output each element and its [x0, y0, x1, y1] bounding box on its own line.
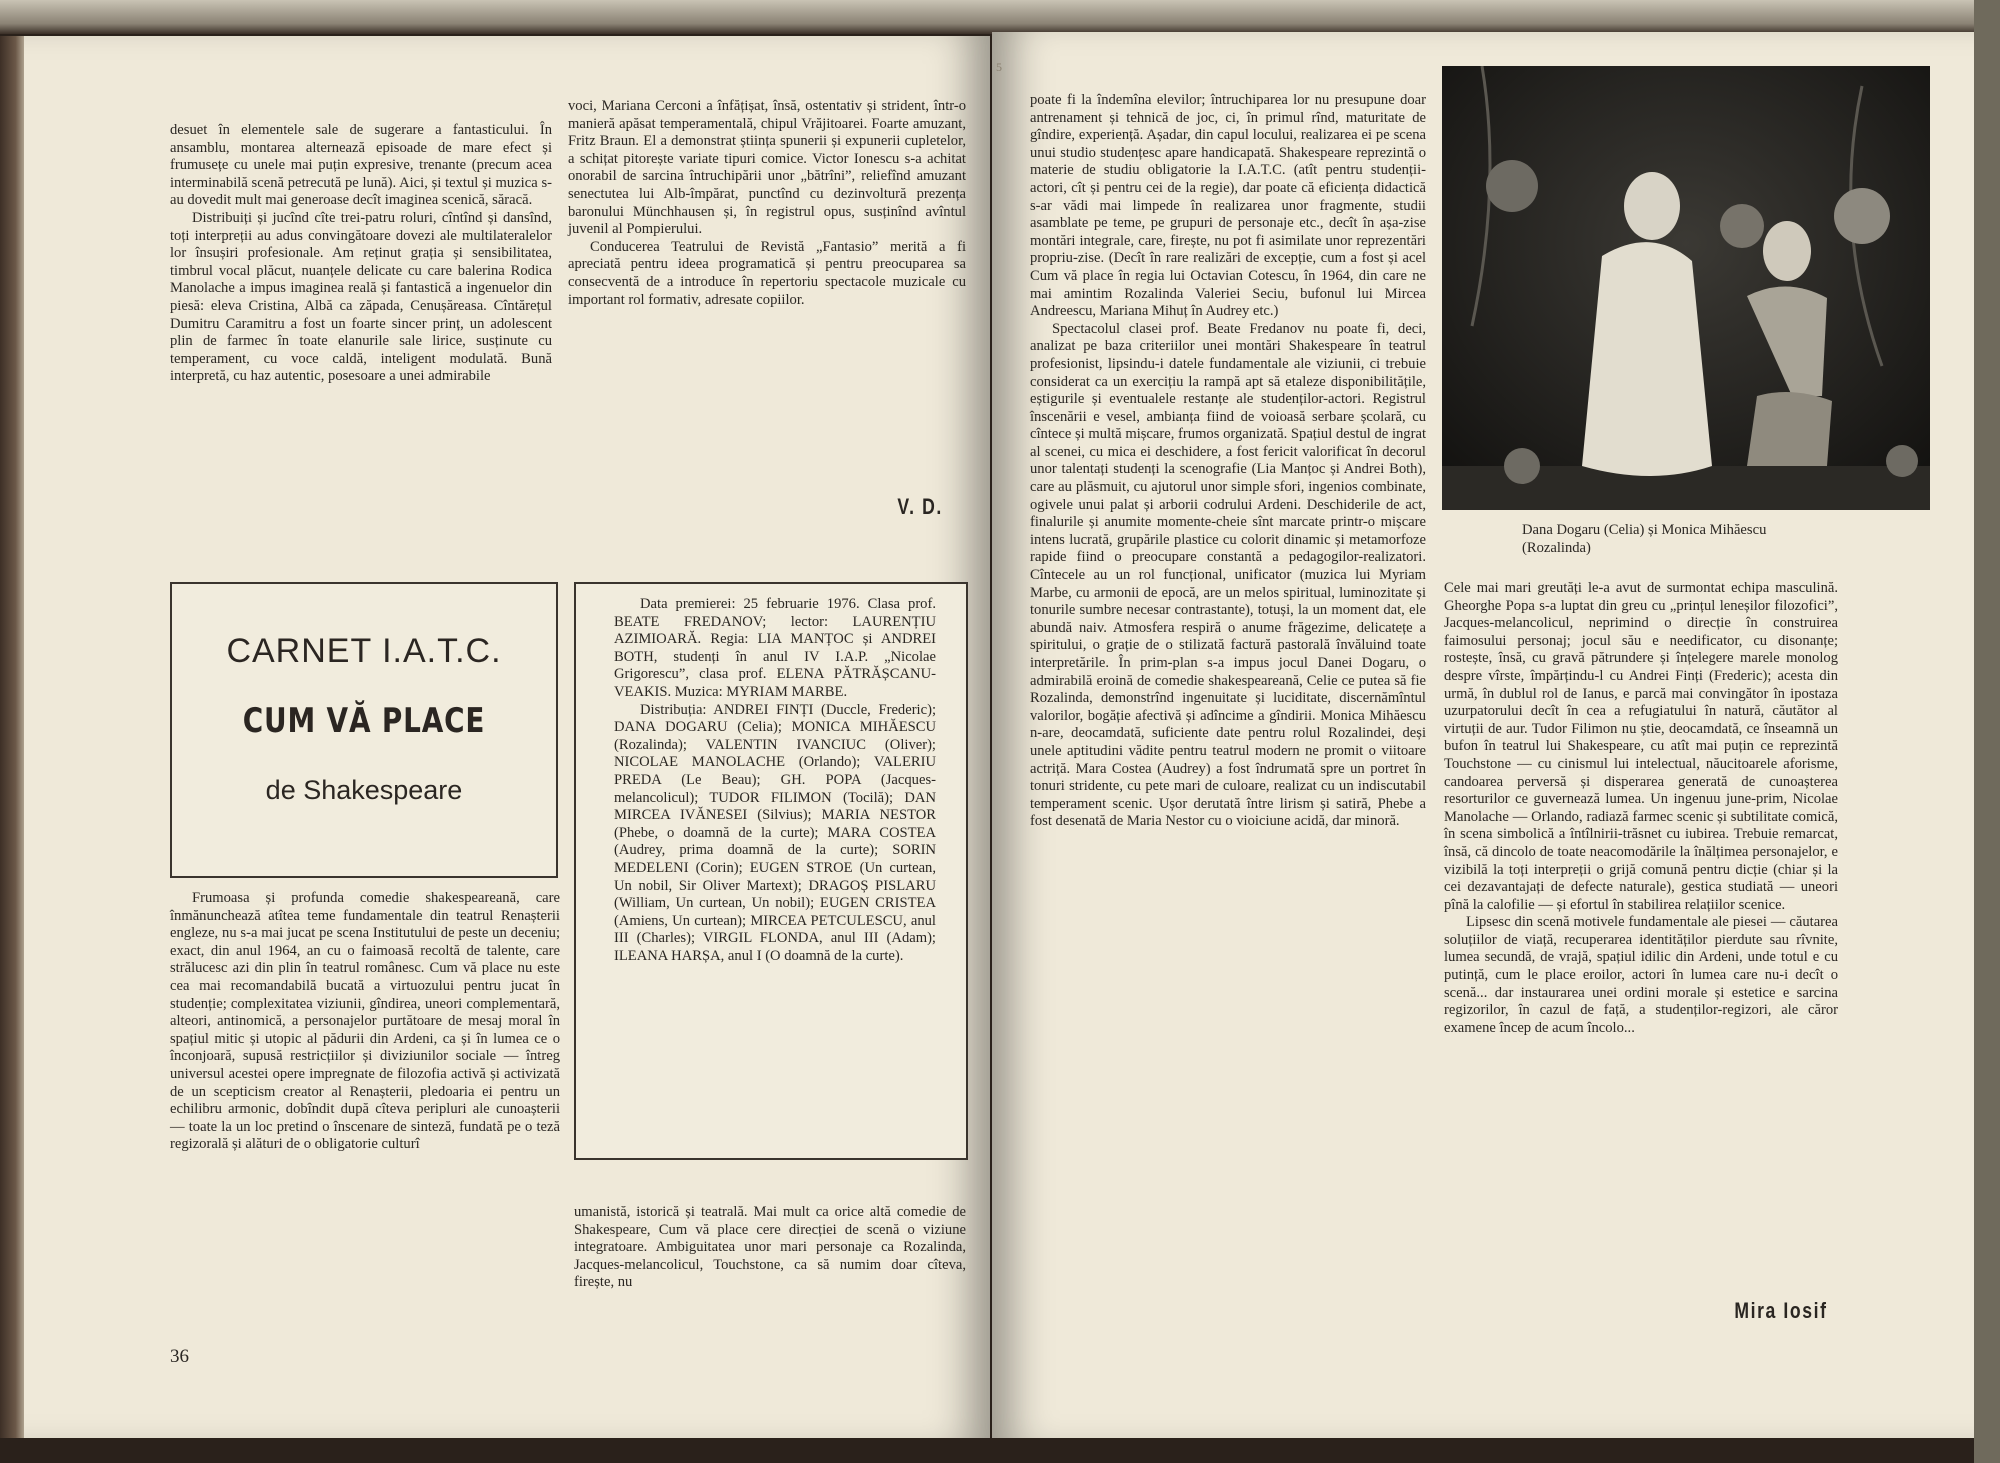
paragraph: Lipsesc din scenă motivele fundamentale ale piesei — căutarea soluțiilor de viață, recuperarea identităților pierdute sau rîvnite, lumea secundă, de vrajă, spațiul idilic din Ardeni, unde totul e cu putință, cum le place eroilor, actori în lumea care nu-i decît o scenă... dar instaurarea unei ordini morale și estetice e sarcina regizorilor, în cazul de față, a studenților-regizori, ale căror examene încep de acum încolo... — [1444, 914, 1838, 1036]
carnet-heading: CARNET I.A.T.C. — [226, 632, 502, 670]
paragraph: Frumoasa și profunda comedie shakespeareană, care înmănunchează atîtea teme fundamentale din teatrul Renașterii engleze, nu s-a mai jucat pe scena Institutului de peste un deceniu; exact, din anul 1964, an cu o faimoasă recoltă de talente, care strălucesc azi din plin în teatrul românesc. Cum vă place nu este cea mai recomandabilă bucată a virtuozului pentru jucat în studenție; complexitatea viziunii, gîndirea, uneori complementară, alteori, antinomică, a personajelor purtătoare de mesaj moral în spațiul mitic și utopic al pădurii din Ardeni, ca și în lumea ce o înconjoară, supusă restricțiilor și diviziunilor sociale — întreg universul acestei opere impregnate de filozofia activă și activizată de un scepticism creator al Renașterii, pledoaria ei pentru un echilibru armonic, dobîndit după cîteva peripluri ale cunoașterii — toate la un loc pretind o înscenare de sinteză, fundată pe o teză regizorală și alături de o obligatorie culturî — [170, 890, 560, 1153]
left-col2-top — [568, 98, 966, 309]
cast-list: Distribuția: ANDREI FINȚI (Duccle, Frederic); DANA DOGARU (Celia); MONICA MIHĂESCU (Rozalinda); VALENTIN IVANCIUC (Oliver); NICOLAE MANOLACHE (Orlando); VALERIU PREDA (Le Beau); GH. POPA (Jacques-melancolicul); TUDOR FILIMON (Tocilă); DAN MIRCEA IVĂNESEI (Silvius); MARIA NESTOR (Phebe, o doamnă de la curte); MARA COSTEA (Audrey, prima doamnă de la curte); SORIN MEDELENI (Corin); EUGEN STROE (Un curtean, Un nobil, Sir Oliver Martext); DRAGOȘ PISLARU (William, Un curtean, Un nobil); EUGEN CRISTEA (Amiens, Un curtean); MIRCEA PETCULESCU, anul III (Charles); VIRGIL FLONDA, anul III (Adam); ILEANA HARȘA, anul I (O doamnă de la curte). — [614, 701, 936, 964]
paragraph: Distribuiți și jucînd cîte trei-patru roluri, cîntînd și dansînd, toți interpreții au adus convingătoare dovezi ale multilateralelor lor însușiri profesionale. Am reținut grația și sensibilitatea, timbrul vocal plăcut, nuanțele delicate cu care balerina Rodica Manolache a impus imaginea reală și fantastică a ingenuelor din piesă: eleva Cristina, Albă ca zăpada, Cenușăreasa. Cîntărețul Dumitru Caramitru a fost un foarte sincer prinț, un adolescent plin de farmec în toate elanurile sale lirice, susținute cu temperament, cu voce caldă, inteligent modulată. Bună interpretă, cu haz autentic, posesoare a unei admirabile — [170, 209, 552, 385]
carnet-box — [170, 582, 558, 878]
stage-photo-illustration — [1442, 66, 1930, 510]
paragraph: desuet în elementele sale de sugerare a fantasticului. În ansamblu, montarea alternează episoade de mare efect și frumusețe cu unele mai puțin expresive, trenante (precum acea interminabilă scenă petrecută pe lună). Aici, și textul și muzica s-au dovedit mult mai generoase decît imaginea scenică, săracă. — [170, 122, 552, 209]
right-col3 — [1030, 92, 1426, 831]
book-left-edge — [0, 36, 26, 1438]
paragraph: Cele mai mari greutăți le-a avut de surmontat echipa masculină. Gheorghe Popa s-a luptat din greu cu „prințul leneșilor filozofici”, Jacques-melancolicul, neprimind o direcție în construirea faimosului personaj; jocul său e needificator, cu disonanțe; rostește, însă, cu gravă pătrundere și înțelegere marele monolog despre vîrste, împărțindu-l cu Andrei Finți (Frederic); acesta din urmă, în dublul rol de Ianus, e parcă mai convingător în ipostaza uzurpatorului decît în cea a refugiatului în natură, căutător al virtuții de aur. Tudor Filimon nu știe, deocamdată, ce înseamnă un bufon în teatrul lui Shakespeare, cu atît mai puțin ce reprezintă Touchstone — cu cinismul lui intelectual, năucitoarele aforisme, candoarea perversă și disperarea generată de cunoașterea resorturilor ce guvernează lumea. Un ingenuu june-prim, Nicolae Manolache — Orlando, radiază farmec scenic și subtilitate comică, în scena simbolică a întîlnirii-trăsnet cu iubirea. Trebuie remarcat, însă, că dincolo de toate neacomodările la înălțimea personajelor, e vizibilă la toți interpreții o grijă comună pentru dicție (chiar și la cei dezavantajați de defecte naturale), gestica studiată — uneori pînă la calofilie — și efortul în stabilirea relațiilor scenice. — [1444, 580, 1838, 913]
left-page — [24, 36, 990, 1438]
author-line: de Shakespeare — [265, 775, 463, 805]
right-page — [992, 32, 1974, 1438]
signature-vd: V. D. — [897, 494, 943, 519]
paragraph: poate fi la îndemîna elevilor; întruchiparea lor nu presupune doar antrenament și tehnică de joc, ci, în primul rînd, maturitate de gîndire, experiență. Așadar, din capul locului, realizarea ei pe scena unui studio studențesc apare handicapată. Shakespeare reprezintă o materie de studiu obligatorie la I.A.T.C. (atît pentru studenții-actori, cît și pentru cei de la regie), dar poate că eficiența didactică s-ar vădi mai limpede în realizarea unor fragmente, studii asamblate pe teme, pe grupuri de personaje etc., decît în așa-zise montări integrale, care, firește, nu pot fi asimilate unor reprezentări propriu-zise. (Decît în rare realizări de excepție, cum a fost și acel Cum vă place în regia lui Octavian Cotescu, în 1964, din care ne mai amintim Rozalinda Valeriei Seciu, bufonul lui Mircea Andreescu, Mariana Mihuț în Audrey etc.) — [1030, 92, 1426, 320]
right-col4 — [1444, 580, 1838, 1037]
left-col1-top — [170, 122, 552, 386]
photo-caption: Dana Dogaru (Celia) și Monica Mihăescu (Rozalinda) — [1522, 522, 1767, 556]
corner-mark: 5 — [996, 60, 1002, 74]
premiere-credits: Data premierei: 25 februarie 1976. Clasa prof. BEATE FREDANOV; lector: LAURENȚIU AZIMIOARĂ. Regia: LIA MANȚOC și ANDREI BOTH, studenți în anul IV I.A.P. „Nicolae Grigorescu”, clasa prof. ELENA PĂTRĂȘCANU-VEAKIS. Muzica: MYRIAM MARBE. — [614, 596, 936, 700]
page-number: 36 — [170, 1346, 189, 1367]
left-col2-bottom — [574, 1204, 966, 1292]
paragraph: umanistă, istorică și teatrală. Mai mult ca orice altă comedie de Shakespeare, Cum vă place cere direcției de scenă o viziune integratoare. Ambiguitatea unor mari personaje ca Rozalinda, Jacques-melancolicul, Touchstone, ca să numim doar cîteva, firește, nu — [574, 1204, 966, 1291]
signature-author: Mira Iosif — [1734, 1298, 1828, 1323]
credits-box — [574, 582, 968, 1160]
production-photo — [1442, 66, 1930, 510]
paragraph: Conducerea Teatrului de Revistă „Fantasio” merită a fi apreciată pentru ideea programatică și pentru preocuparea sa consecventă de a introduce în repertoriu spectacole muzicale cu important rol formativ, adresate copiilor. — [568, 238, 966, 308]
play-title: CUM VĂ PLACE — [242, 701, 486, 741]
left-col1-bottom — [170, 890, 560, 1154]
credits-text — [576, 584, 966, 965]
scanner-top-edge — [0, 0, 2000, 34]
paragraph: voci, Mariana Cerconi a înfățișat, însă, ostentativ și strident, într-o manieră apăsat temperamentală, chipul Vrăjitoarei. Foarte amuzant, Fritz Braun. El a demonstrat știința spunerii și expunerii cupletelor, a schițat pitorește variate tipuri comice. Victor Ionescu s-a achitat onorabil de sarcina întruchipării unor „bătrîni”, reliefînd amuzant senectutea lui Alb-împărat, punctînd cu dezinvoltură prezența baronului Münchhausen și, în registrul opus, susținînd avîntul juvenil al Pompierului. — [568, 98, 966, 238]
paragraph: Spectacolul clasei prof. Beate Fredanov nu poate fi, deci, analizat pe baza criteriilor unei montări Shakespeare în teatrul profesionist, lipsindu-i datele fundamentale ale viziunii, ci trebuie considerat ca un exercițiu la rampă apt să etaleze disponibilitățile, eștigurile și eventualele restanțe ale studenților-actori. Registrul înscenării e vesel, ambianța fiind de voioasă serbare școlară, cu cîntece și multă mișcare, frumos organizată. Spațiul destul de ingrat al scenei, cu mica ei deschidere, a fost fericit valorificat în decorul unor talentați studenți la scenografie (Lia Manțoc și Andrei Both), care au plăsmuit, cu ajutorul unor simple sfori, ingenios combinate, ogivele unui palat și arborii codrului Ardeni. Deschiderile de act, finalurile și anumite momente-cheie sînt marcate printr-o mișcare intens lucrată, grupările plastice cu colorit dinamic și metamorfoze rapide fiind o preocupare constantă a pedagogilor-realizatori. Cîntecele au un rol funcțional, unificator (muzica lui Myriam Marbe, cu armonii de epocă, are un melos spiritual, luminozitate și tonurile sumbre necesar contrastante), totuși, la un moment dat, ele abundă naiv. Atmosfera respiră o anume frăgezime, delicatețe a spiritului, o grație de o stilizată factură pastorală învăluind toate interpretările. În prim-plan s-a impus jocul Danei Dogaru, o admirabilă eroină de comedie shakespeareană, Celie ce putea să fie Rozalinda, demonstrînd ingenuitate și luciditate, discernămîntul valorilor, bogăție afectivă și adîncime a gîndirii. Monica Mihăescu n-are, deocamdată, suficiente date pentru rolul Rozalindei, deși unele aptitudini vădite pentru teatrul modern ne promit o viitoare actriță. Mara Costea (Audrey) a fost îndrumată spre un portret în tonuri stridente, cu pete mari de culoare, realizat cu un indiscutabil temperament scenic. Ușor derutată între lirism și satiră, Phebe a fost desenată de Maria Nestor cu o vioiciune acidă, dar minoră. — [1030, 320, 1426, 830]
scanner-right-edge — [1974, 0, 2000, 1463]
